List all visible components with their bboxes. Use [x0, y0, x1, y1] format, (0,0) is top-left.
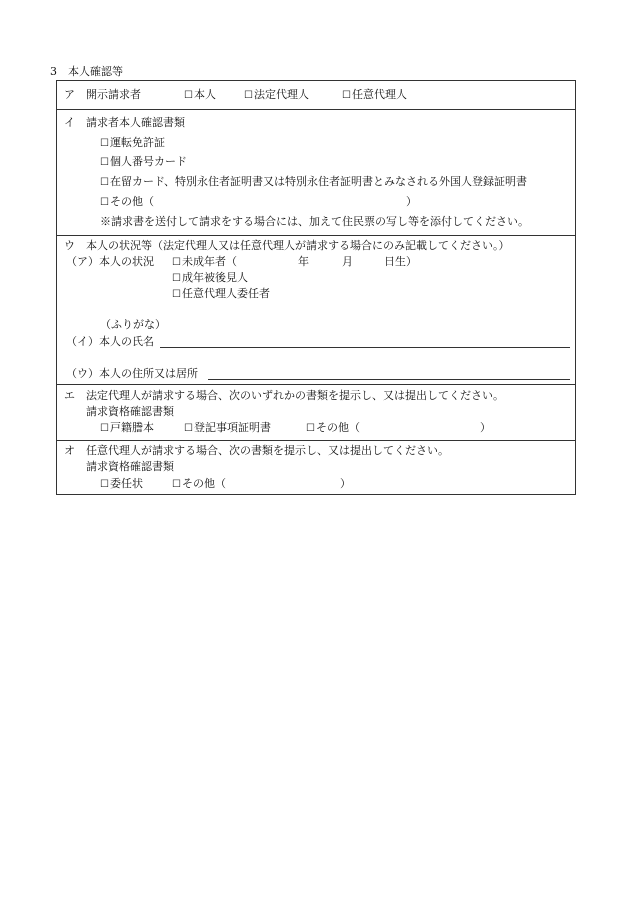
id-option-drivers-license[interactable]: ☐運転免許証: [100, 136, 165, 149]
legal-option-other[interactable]: ☐その他（: [306, 421, 360, 434]
checkbox-icon: ☐: [100, 423, 109, 434]
legal-agent-doc-sublabel: 請求資格確認書類: [86, 405, 174, 418]
checkbox-icon: ☐: [172, 273, 181, 284]
legal-agent-instruction: エ 法定代理人が請求する場合、次のいずれかの書類を提示し、又は提出してください。: [64, 389, 504, 402]
voluntary-agent-instruction: オ 任意代理人が請求する場合、次の書類を提示し、又は提出してください。: [64, 444, 449, 457]
id-option-my-number-card[interactable]: ☐個人番号カード: [100, 155, 187, 168]
legal-option-registry-certificate[interactable]: ☐登記事項証明書: [184, 421, 271, 434]
divider-i: [56, 235, 576, 236]
divider-e: [56, 440, 576, 441]
voluntary-option-other-close: ）: [340, 477, 351, 490]
status-option-minor[interactable]: ☐未成年者（: [172, 255, 237, 268]
divider-a: [56, 109, 576, 110]
requester-option-legal-agent[interactable]: ☐法定代理人: [244, 88, 309, 101]
legal-option-other-close: ）: [480, 421, 491, 434]
checkbox-icon: ☐: [100, 138, 109, 149]
birth-month-label: 月: [342, 255, 353, 268]
id-documents-label: イ 請求者本人確認書類: [64, 116, 185, 129]
checkbox-icon: ☐: [172, 289, 181, 300]
birth-year-label: 年: [298, 255, 309, 268]
requester-option-self[interactable]: ☐本人: [184, 88, 216, 101]
divider-u: [56, 384, 576, 385]
checkbox-icon: ☐: [100, 157, 109, 168]
status-sublabel: （ア）本人の状況: [66, 255, 154, 268]
section-title: 3 本人確認等: [50, 65, 123, 78]
id-option-other[interactable]: ☐その他（: [100, 195, 154, 208]
mail-request-note: ※請求書を送付して請求をする場合には、加えて住民票の写し等を添付してください。: [100, 215, 529, 228]
voluntary-option-other[interactable]: ☐その他（: [172, 477, 226, 490]
person-name-label: （イ）本人の氏名: [66, 335, 154, 348]
voluntary-agent-doc-sublabel: 請求資格確認書類: [86, 460, 174, 473]
status-option-delegator[interactable]: ☐任意代理人委任者: [172, 287, 270, 300]
person-name-field[interactable]: [160, 347, 570, 348]
requester-label: ア 開示請求者: [64, 88, 141, 101]
checkbox-icon: ☐: [244, 90, 253, 101]
checkbox-icon: ☐: [342, 90, 351, 101]
person-address-field[interactable]: [208, 379, 570, 380]
checkbox-icon: ☐: [172, 257, 181, 268]
requester-option-voluntary-agent[interactable]: ☐任意代理人: [342, 88, 407, 101]
checkbox-icon: ☐: [306, 423, 315, 434]
checkbox-icon: ☐: [184, 423, 193, 434]
voluntary-option-power-of-attorney[interactable]: ☐委任状: [100, 477, 143, 490]
checkbox-icon: ☐: [100, 177, 109, 188]
status-option-adult-ward[interactable]: ☐成年被後見人: [172, 271, 248, 284]
person-address-label: （ウ）本人の住所又は居所: [66, 367, 198, 380]
birth-day-label: 日生）: [384, 255, 417, 268]
person-status-label: ウ 本人の状況等（法定代理人又は任意代理人が請求する場合にのみ記載してください。）: [64, 239, 510, 252]
checkbox-icon: ☐: [172, 479, 181, 490]
id-option-residence-card[interactable]: ☐在留カード、特別永住者証明書又は特別永住者証明書とみなされる外国人登録証明書: [100, 175, 527, 188]
id-option-other-close: ）: [406, 195, 417, 208]
checkbox-icon: ☐: [100, 479, 109, 490]
legal-option-family-register[interactable]: ☐戸籍謄本: [100, 421, 154, 434]
checkbox-icon: ☐: [100, 197, 109, 208]
checkbox-icon: ☐: [184, 90, 193, 101]
furigana-label: （ふりがな）: [100, 318, 166, 331]
